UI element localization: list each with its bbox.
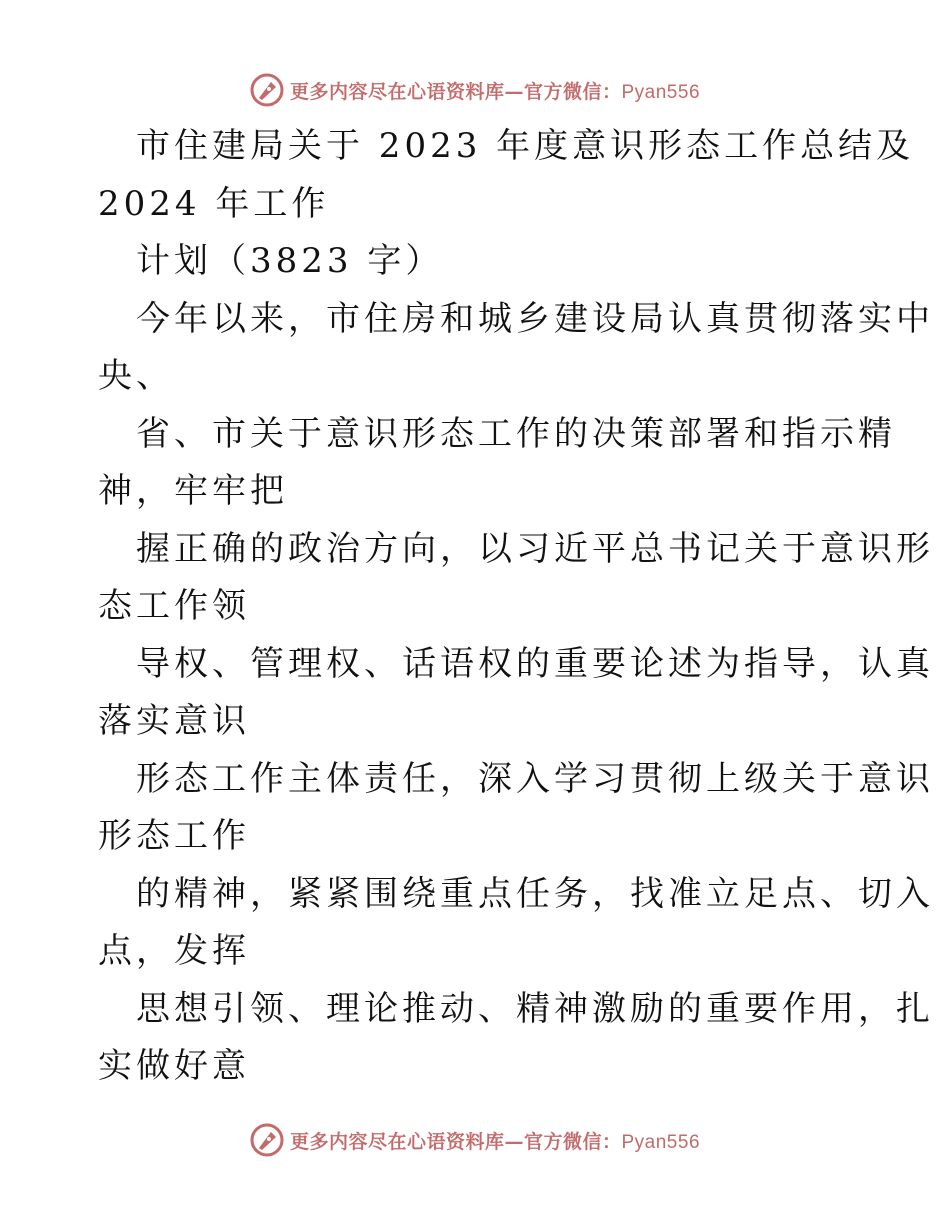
watermark-wechat-id: Pyan556 [621, 81, 701, 103]
paragraph-line: 落实意识 [98, 701, 250, 741]
footer-watermark [0, 1120, 950, 1160]
header-watermark [0, 70, 950, 110]
watermark-text: 更多内容尽在心语资料库—官方微信：Pyan556 [289, 80, 701, 103]
paragraph-line: 思想引领、理论推动、精神激励的重要作用，扎 [136, 988, 934, 1029]
paragraph-line: 导权、管理权、话语权的重要论述为指导，认真 [136, 643, 934, 684]
document-title-line-3: 计划（3823 字） [136, 241, 444, 281]
document-body [98, 118, 934, 1096]
document-title-line-1: 市住建局关于 2023 年度意识形态工作总结及 [136, 126, 915, 166]
paragraph-line: 实做好意 [98, 1046, 250, 1086]
document-title-line-2: 2024 年工作 [98, 183, 330, 224]
watermark-wechat-id: Pyan556 [621, 1131, 701, 1153]
pen-nib-logo-icon [250, 1123, 284, 1157]
paragraph-line: 央、 [98, 356, 174, 396]
pen-nib-logo-icon [250, 73, 284, 107]
paragraph-line: 今年以来，市住房和城乡建设局认真贯彻落实中 [136, 298, 934, 339]
paragraph-line: 的精神，紧紧围绕重点任务，找准立足点、切入 [136, 873, 934, 914]
paragraph-line: 形态工作 [98, 816, 250, 856]
paragraph-line: 省、市关于意识形态工作的决策部署和指示精 [136, 413, 896, 454]
paragraph-line: 点，发挥 [98, 931, 250, 971]
paragraph-line: 态工作领 [98, 586, 250, 626]
paragraph-line: 形态工作主体责任，深入学习贯彻上级关于意识 [136, 758, 934, 799]
paragraph-line: 神，牢牢把 [98, 471, 288, 511]
paragraph-line: 握正确的政治方向，以习近平总书记关于意识形 [136, 528, 934, 569]
watermark-text: 更多内容尽在心语资料库—官方微信：Pyan556 [289, 1130, 701, 1153]
